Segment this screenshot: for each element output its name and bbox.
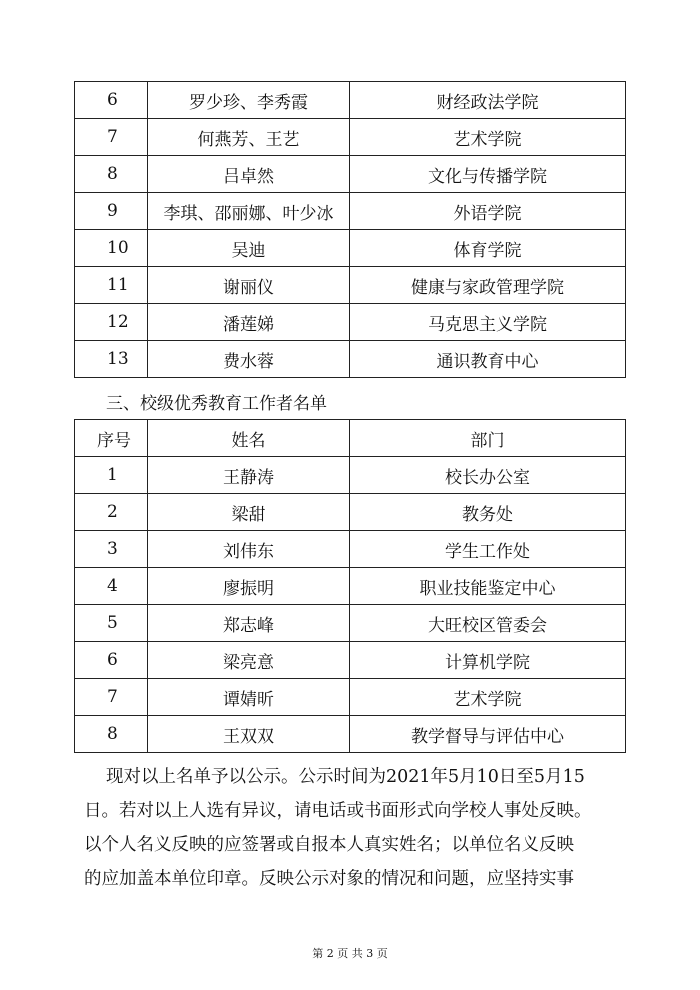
- cell-department: 艺术学院: [350, 119, 626, 156]
- cell-number: 7: [75, 679, 148, 716]
- cell-number: 10: [75, 230, 148, 267]
- cell-name: 谢丽仪: [148, 267, 350, 304]
- table-header-row: [75, 420, 626, 457]
- notice-line-3: 以个人名义反映的应签署或自报本人真实姓名；以单位名义反映: [84, 835, 574, 855]
- notice-line-4: 的应加盖本单位印章。反映公示对象的情况和问题，应坚持实事: [84, 869, 574, 889]
- notice-line-2: 日。若对以上人选有异议，请电话或书面形式向学校人事处反映。: [84, 801, 592, 821]
- notice-line-1: 现对以上名单予以公示。公示时间为2021年5月10日至5月15: [106, 767, 585, 787]
- cell-name: 罗少珍、李秀霞: [148, 82, 350, 119]
- cell-department: 教务处: [350, 494, 626, 531]
- cell-number: 6: [75, 82, 148, 119]
- cell-number: 13: [75, 341, 148, 378]
- header-department: 部门: [350, 420, 626, 457]
- table-row: [75, 679, 626, 716]
- section-heading: 三、校级优秀教育工作者名单: [106, 394, 327, 414]
- cell-name: 吴迪: [148, 230, 350, 267]
- table-row: [75, 605, 626, 642]
- cell-name: 梁亮意: [148, 642, 350, 679]
- cell-department: 学生工作处: [350, 531, 626, 568]
- page-number-footer: 第 2 页 共 3 页: [312, 947, 388, 960]
- awardees-table-continued: [74, 81, 626, 378]
- table-row: [75, 156, 626, 193]
- cell-number: 5: [75, 605, 148, 642]
- header-number: 序号: [75, 420, 148, 457]
- cell-department: 大旺校区管委会: [350, 605, 626, 642]
- cell-department: 外语学院: [350, 193, 626, 230]
- cell-number: 1: [75, 457, 148, 494]
- table-row: [75, 193, 626, 230]
- cell-name: 费水蓉: [148, 341, 350, 378]
- cell-name: 谭婧昕: [148, 679, 350, 716]
- cell-name: 潘莲娣: [148, 304, 350, 341]
- cell-department: 职业技能鉴定中心: [350, 568, 626, 605]
- table-row: [75, 230, 626, 267]
- cell-name: 李琪、邵丽娜、叶少冰: [148, 193, 350, 230]
- cell-name: 刘伟东: [148, 531, 350, 568]
- cell-number: 3: [75, 531, 148, 568]
- header-name: 姓名: [148, 420, 350, 457]
- cell-name: 王静涛: [148, 457, 350, 494]
- cell-number: 6: [75, 642, 148, 679]
- cell-number: 4: [75, 568, 148, 605]
- cell-number: 2: [75, 494, 148, 531]
- cell-name: 吕卓然: [148, 156, 350, 193]
- cell-department: 艺术学院: [350, 679, 626, 716]
- cell-name: 郑志峰: [148, 605, 350, 642]
- table-row: [75, 119, 626, 156]
- table-row: [75, 341, 626, 378]
- cell-name: 廖振明: [148, 568, 350, 605]
- cell-department: 健康与家政管理学院: [350, 267, 626, 304]
- table-row: [75, 267, 626, 304]
- cell-department: 马克思主义学院: [350, 304, 626, 341]
- cell-department: 教学督导与评估中心: [350, 716, 626, 753]
- table-row: [75, 494, 626, 531]
- cell-department: 校长办公室: [350, 457, 626, 494]
- table-row: [75, 82, 626, 119]
- cell-number: 12: [75, 304, 148, 341]
- outstanding-educators-table: [74, 419, 626, 753]
- cell-number: 8: [75, 156, 148, 193]
- table-row: [75, 568, 626, 605]
- cell-department: 计算机学院: [350, 642, 626, 679]
- cell-number: 9: [75, 193, 148, 230]
- table-row: [75, 531, 626, 568]
- cell-number: 11: [75, 267, 148, 304]
- cell-department: 文化与传播学院: [350, 156, 626, 193]
- table-row: [75, 642, 626, 679]
- cell-number: 8: [75, 716, 148, 753]
- table-row: [75, 716, 626, 753]
- cell-department: 通识教育中心: [350, 341, 626, 378]
- cell-name: 何燕芳、王艺: [148, 119, 350, 156]
- cell-number: 7: [75, 119, 148, 156]
- table-row: [75, 304, 626, 341]
- cell-department: 体育学院: [350, 230, 626, 267]
- cell-name: 王双双: [148, 716, 350, 753]
- cell-name: 梁甜: [148, 494, 350, 531]
- table-row: [75, 457, 626, 494]
- cell-department: 财经政法学院: [350, 82, 626, 119]
